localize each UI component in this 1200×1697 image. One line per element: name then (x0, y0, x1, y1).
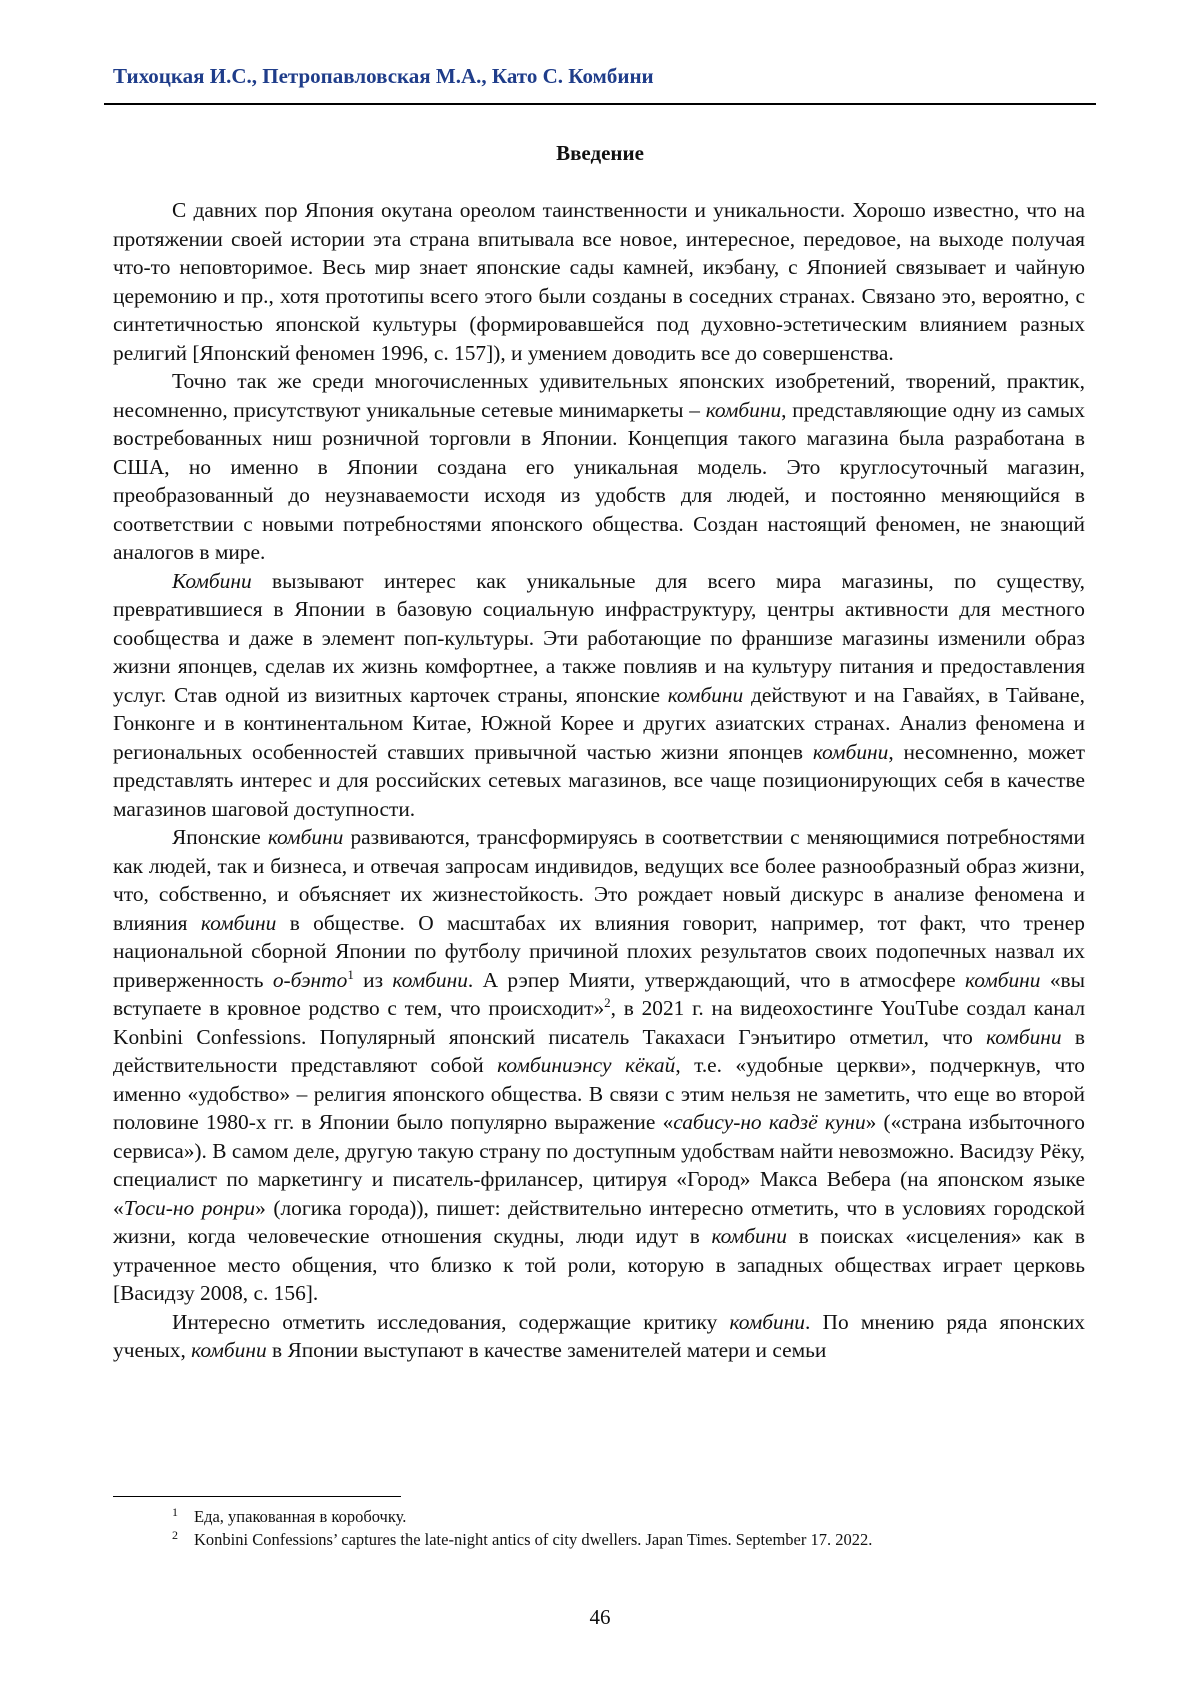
page-number: 46 (589, 1605, 611, 1629)
footnote-ref-2[interactable]: 2 (604, 994, 611, 1010)
italic-term: комбини (986, 1024, 1062, 1049)
body-text (113, 196, 1085, 1365)
paragraph-4: Японские комбини развиваются, трансформируясь в соответствии с меняющимися потребностями как людей, так и бизнеса, и отвечая запросам индивидов, ведущих все более разнообразный образ жизни, что, собственно, и объясняет их жизнестойкость. Это рождает новый дискурс в анализе феномена и влияния комбини в обществе. О масштабах их влияния говорит, например, тот факт, что тренер национальной сборной Японии по футболу причиной плохих результатов своих подопечных назвал их приверженность о-бэнто$^1$ из комбини. А рэпер Мияти, утверждающий, что в атмосфере комбини «вы вступаете в кровное родство с тем, что происходит»$^2$, в 2021 г. на видеохостинге YouTube создал канал Konbini Confessions. Популярный японский писатель Такахаси Гэнъитиро отметил, что комбини в действительности представляют собой комбиниэнсу кёкай, т.е. «удобные церкви», подчеркнув, что именно «удобство» – религия японского общества. В связи с этим нельзя не заметить, что еще во второй половине 1980-х гг. в Японии было популярно выражение «сабису-но кадзё куни» («страна избыточного сервиса»). В самом деле, другую такую страну по доступным удобствам найти невозможно. Васидзу Рёку, специалист по маркетингу и писатель-фрилансер, цитируя «Город» Макса Вебера (на японском языке «Тоси-но ронри» (логика города)), пишет: действительно интересно отметить, что в условиях городской жизни, когда человеческие отношения скудны, люди идут в комбини в поисках «исцеления» как в утраченное место общения, что близко к той роли, которую в западных обществах играет церковь [Васидзу 2008, с. 156]. (113, 825, 1085, 1305)
italic-term: комбини (729, 1309, 805, 1334)
header-rule (104, 103, 1096, 105)
paragraph-5: Интересно отметить исследования, содержащие критику комбини. По мнению ряда японских ученых, комбини в Японии выступают в качестве заменителей матери и семьи (113, 1309, 1085, 1362)
italic-term: комбини (812, 739, 889, 764)
paragraph-2: Точно так же среди многочисленных удивительных японских изобретений, творений, практик, несомненно, присутствуют уникальные сетевые минимаркеты – комбини, представляющие одну из самых востребованных ниш розничной торговли в Японии. Концепция такого магазина была разработана в США, но именно в Японии создана его уникальная модель. Это круглосуточный магазин, преобразованный до неузнаваемости исходя из удобств для людей, и постоянно меняющийся в соответствии с новыми потребностями японского общества. Создан настоящий феномен, не знающий аналогов в мире. (113, 369, 1085, 564)
italic-term: сабису-но кадзё куни (673, 1110, 866, 1134)
italic-term: комбини (200, 910, 277, 935)
running-head: Тихоцкая И.С., Петропавловская М.А., Като С. Комбини (113, 64, 654, 88)
footnote-text: Еда, упакованная в коробочку. (194, 1507, 407, 1526)
footnote-number: 1 (172, 1505, 178, 1519)
italic-term: комбини (667, 682, 744, 707)
italic-term: Комбини (172, 568, 252, 593)
section-title: Введение (556, 141, 644, 165)
footnotes (172, 1505, 1072, 1551)
footnote-text: Konbini Confessions’ captures the late-night antics of city dwellers. Japan Times. September 17. 2022. (194, 1530, 873, 1549)
italic-term: комбини (392, 967, 468, 992)
footnote-2 (172, 1528, 1072, 1551)
footnote-1 (172, 1505, 1072, 1528)
footnote-ref-1[interactable]: 1 (347, 966, 354, 982)
footnote-separator (113, 1496, 401, 1497)
italic-term: комбини (267, 825, 344, 849)
italic-term: комбиниэнсу кёкай (497, 1053, 676, 1077)
italic-term: о-бэнто (272, 967, 348, 992)
italic-term: комбини (711, 1224, 787, 1248)
italic-term: комбини (965, 967, 1041, 992)
italic-term: Тоси-но ронри (123, 1195, 256, 1220)
paragraph-3: Комбини вызывают интерес как уникальные для всего мира магазины, по существу, превратившиеся в Японии в базовую социальную инфраструктуру, центры активности для местного сообщества и даже в элемент поп-культуры. Эти работающие по франшизе магазины изменили образ жизни японцев, сделав их жизнь комфортнее, а также повлияв и на культуру питания и предоставления услуг. Став одной из визитных карточек страны, японские комбини действуют и на Гавайях, в Тайване, Гонконге и в континентальном Китае, Южной Корее и других азиатских странах. Анализ феномена и региональных особенностей ставших привычной частью жизни японцев комбини, несомненно, может представлять интерес и для российских сетевых магазинов, все чаще позиционирующих себя в качестве магазинов шаговой доступности. (113, 568, 1085, 821)
italic-term: комбини (191, 1338, 267, 1362)
italic-term: комбини (705, 397, 782, 422)
paragraph-1: С давних пор Япония окутана ореолом таинственности и уникальности. Хорошо известно, что на протяжении своей истории эта страна впитывала все новое, интересное, передовое, на выходе получая что-то неповторимое. Весь мир знает японские сады камней, икэбану, с Японией связывает и чайную церемонию и пр., хотя прототипы всего этого были созданы в соседних странах. Связано это, вероятно, с синтетичностью японской культуры (формировавшейся под духовно-эстетическим влиянием разных религий [Японский феномен 1996, с. 157]), и умением доводить все до совершенства. (113, 198, 1085, 365)
footnote-number: 2 (172, 1528, 178, 1542)
